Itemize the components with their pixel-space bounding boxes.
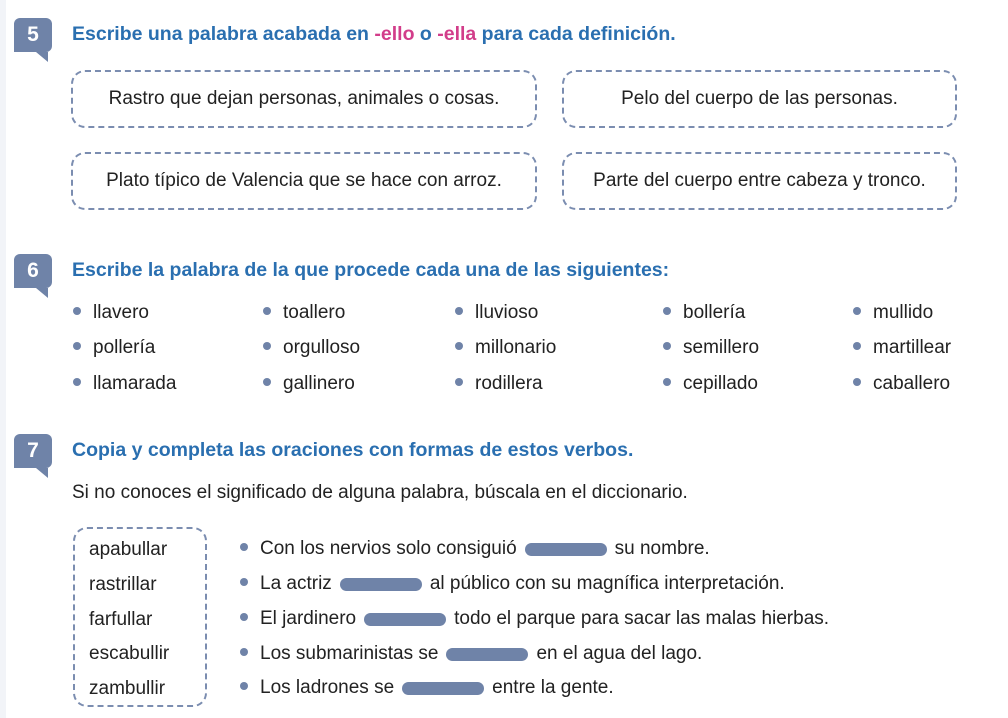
word-item: orgulloso xyxy=(263,337,360,359)
exercise-number-badge xyxy=(14,434,52,468)
exercise-subtitle: Si no conoces el significado de alguna palabra, búscala en el diccionario. xyxy=(72,482,688,503)
bullet-icon xyxy=(455,378,463,386)
answer-blank[interactable] xyxy=(525,543,607,556)
sentence-item: Con los nervios solo consiguió su nombre. xyxy=(240,538,710,560)
word-item: rodillera xyxy=(455,373,543,395)
exercise-number: 7 xyxy=(27,439,39,462)
exercise-number-badge xyxy=(14,254,52,288)
answer-blank[interactable] xyxy=(446,648,528,661)
verb-item: zambullir xyxy=(89,678,166,699)
bullet-icon xyxy=(73,378,81,386)
bullet-icon xyxy=(663,342,671,350)
bullet-icon xyxy=(240,613,248,621)
bullet-icon xyxy=(663,378,671,386)
word-item: martillear xyxy=(853,337,951,359)
exercise-number: 5 xyxy=(27,23,39,46)
bullet-icon xyxy=(455,307,463,315)
sentence-item: Los submarinistas se en el agua del lago. xyxy=(240,643,702,665)
bullet-icon xyxy=(853,307,861,315)
definition-box: Parte del cuerpo entre cabeza y tronco. xyxy=(562,152,957,210)
word-item: caballero xyxy=(853,373,950,395)
bullet-icon xyxy=(853,342,861,350)
bullet-icon xyxy=(240,648,248,656)
bullet-icon xyxy=(263,342,271,350)
title-part: para cada definición. xyxy=(476,23,676,45)
bullet-icon xyxy=(240,578,248,586)
bullet-icon xyxy=(263,307,271,315)
exercise-title xyxy=(72,23,676,46)
bullet-icon xyxy=(663,307,671,315)
sentence-item: El jardinero todo el parque para sacar las malas hierbas. xyxy=(240,608,829,630)
suffix-highlight: -ello xyxy=(374,23,415,45)
bullet-icon xyxy=(455,342,463,350)
word-item: pollería xyxy=(73,337,155,359)
word-item: bollería xyxy=(663,302,745,324)
word-item: toallero xyxy=(263,302,345,324)
title-part: Escribe una palabra acabada en xyxy=(72,23,375,45)
exercise-number: 6 xyxy=(27,259,39,282)
definition-box: Rastro que dejan personas, animales o cosas. xyxy=(71,70,537,128)
definition-box: Plato típico de Valencia que se hace con arroz. xyxy=(71,152,537,210)
word-item: llamarada xyxy=(73,373,176,395)
answer-blank[interactable] xyxy=(340,578,422,591)
bullet-icon xyxy=(240,682,248,690)
exercise-number-badge xyxy=(14,18,52,52)
page-edge xyxy=(0,0,6,718)
answer-blank[interactable] xyxy=(364,613,446,626)
word-item: llavero xyxy=(73,302,149,324)
verb-item: apabullar xyxy=(89,539,168,560)
word-item: mullido xyxy=(853,302,933,324)
answer-blank[interactable] xyxy=(402,682,484,695)
bullet-icon xyxy=(853,378,861,386)
sentence-item: La actriz al público con su magnífica interpretación. xyxy=(240,573,785,595)
verb-item: farfullar xyxy=(89,609,153,630)
word-item: semillero xyxy=(663,337,759,359)
bullet-icon xyxy=(73,307,81,315)
suffix-highlight: -ella xyxy=(437,23,477,45)
exercise-title: Escribe la palabra de la que procede cada una de las siguientes: xyxy=(72,259,670,281)
definition-box: Pelo del cuerpo de las personas. xyxy=(562,70,957,128)
verb-item: rastrillar xyxy=(89,574,157,595)
bullet-icon xyxy=(73,342,81,350)
word-item: lluvioso xyxy=(455,302,538,324)
word-item: gallinero xyxy=(263,373,355,395)
word-item: millonario xyxy=(455,337,556,359)
bullet-icon xyxy=(263,378,271,386)
word-item: cepillado xyxy=(663,373,758,395)
verb-item: escabullir xyxy=(89,643,170,664)
title-part: o xyxy=(414,23,438,45)
verb-box xyxy=(73,527,207,707)
sentence-item: Los ladrones se entre la gente. xyxy=(240,677,614,699)
exercise-title: Copia y completa las oraciones con formas de estos verbos. xyxy=(72,439,634,461)
bullet-icon xyxy=(240,543,248,551)
